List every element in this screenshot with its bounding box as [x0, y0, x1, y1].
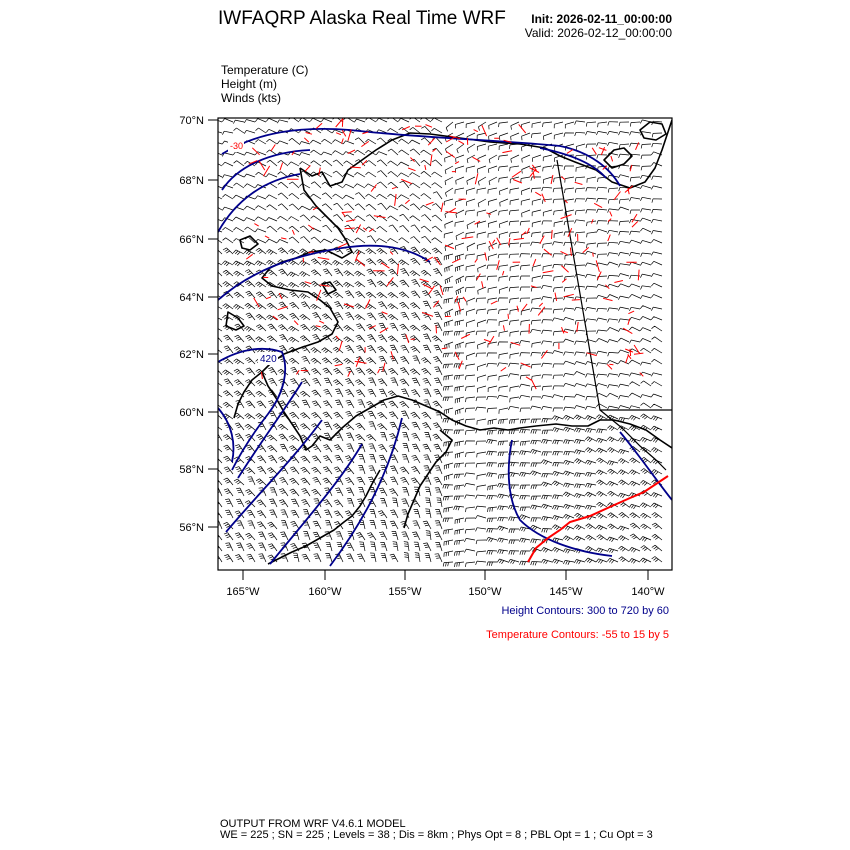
- init-time: Init: 2026-02-11_00:00:00: [531, 12, 672, 26]
- lat-label: 64°N: [179, 292, 204, 304]
- lon-label: 145°W: [549, 586, 583, 598]
- lon-label: 155°W: [388, 586, 422, 598]
- height-contours-legend: Height Contours: 300 to 720 by 60: [501, 605, 669, 617]
- longitude-axis: [243, 570, 648, 580]
- chart-title: IWFAQRP Alaska Real Time WRF: [218, 8, 506, 29]
- lon-label: 160°W: [308, 586, 342, 598]
- lat-label: 70°N: [179, 115, 204, 127]
- lon-label: 150°W: [468, 586, 502, 598]
- temperature-contours-legend: Temperature Contours: -55 to 15 by 5: [486, 629, 669, 641]
- lat-label: 58°N: [179, 464, 204, 476]
- model-config: WE = 225 ; SN = 225 ; Levels = 38 ; Dis = 8km ; Phys Opt = 8 ; PBL Opt = 1 ; Cu Opt = 3: [220, 829, 653, 841]
- valid-time: Valid: 2026-02-12_00:00:00: [524, 26, 672, 40]
- latitude-axis: [208, 120, 218, 527]
- field-label-winds: Winds (kts): [221, 91, 281, 105]
- lat-label: 62°N: [179, 349, 204, 361]
- field-label-temperature: Temperature (C): [221, 63, 309, 77]
- model-info: OUTPUT FROM WRF V4.6.1 MODEL: [220, 818, 406, 830]
- lat-label: 60°N: [179, 407, 204, 419]
- lat-label: 66°N: [179, 234, 204, 246]
- lat-label: 56°N: [179, 522, 204, 534]
- field-label-height: Height (m): [221, 77, 278, 91]
- lat-label: 68°N: [179, 175, 204, 187]
- temperature-contour-label: -30: [230, 141, 244, 151]
- height-contour-label: 420: [260, 354, 277, 365]
- map-background: [218, 118, 672, 570]
- lon-label: 165°W: [226, 586, 260, 598]
- lon-label: 140°W: [631, 586, 665, 598]
